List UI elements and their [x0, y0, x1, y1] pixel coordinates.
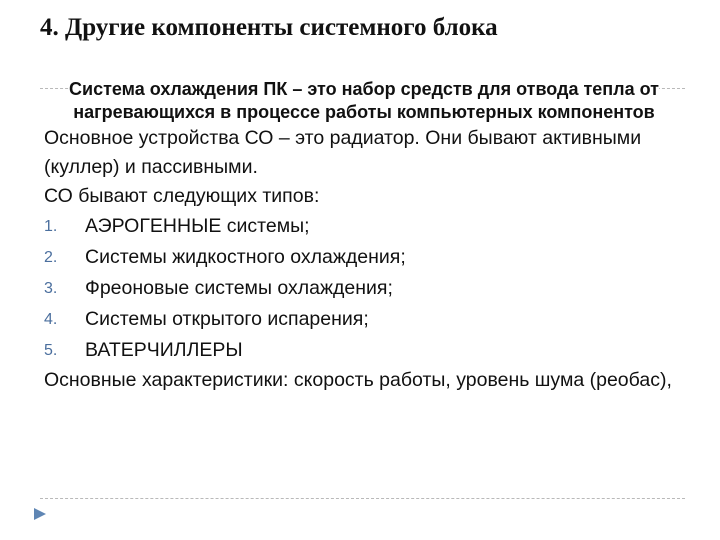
slide-title: 4. Другие компоненты системного блока: [40, 14, 498, 41]
list-item-number: 5.: [44, 342, 58, 359]
list-item-text: Системы открытого испарения;: [85, 308, 369, 330]
list-item: [44, 273, 684, 304]
paragraph-types-intro: СО бывают следующих типов:: [44, 185, 320, 207]
list-item-number: 1.: [44, 218, 58, 235]
triangle-right-icon[interactable]: [33, 507, 47, 521]
list-item-number: 4.: [44, 311, 58, 328]
paragraph-main-device: Основное устройства СО – это радиатор. Они бывают активными (куллер) и пассивными.: [44, 127, 642, 178]
cooling-types-list: [44, 211, 684, 366]
list-item: [44, 304, 684, 335]
lead-definition: [44, 78, 684, 124]
footer-divider: [40, 498, 685, 499]
lead-definition-text: Система охлаждения ПК – это набор средств для отвода тепла от нагревающихся в процессе работы компьютерных компонентов: [69, 79, 659, 122]
list-item: [44, 242, 684, 273]
list-item-text: Фреоновые системы охлаждения;: [85, 277, 393, 299]
list-item-text: Системы жидкостного охлаждения;: [85, 246, 406, 268]
list-item: [44, 211, 684, 242]
list-item-number: 2.: [44, 249, 58, 266]
paragraph-characteristics: Основные характеристики: скорость работы, уровень шума (реобас),: [44, 369, 672, 391]
list-item-text: АЭРОГЕННЫЕ системы;: [85, 215, 310, 237]
list-item-number: 3.: [44, 280, 58, 297]
slide-content: [44, 78, 684, 395]
list-item: [44, 335, 684, 366]
list-item-text: ВАТЕРЧИЛЛЕРЫ: [85, 339, 243, 361]
